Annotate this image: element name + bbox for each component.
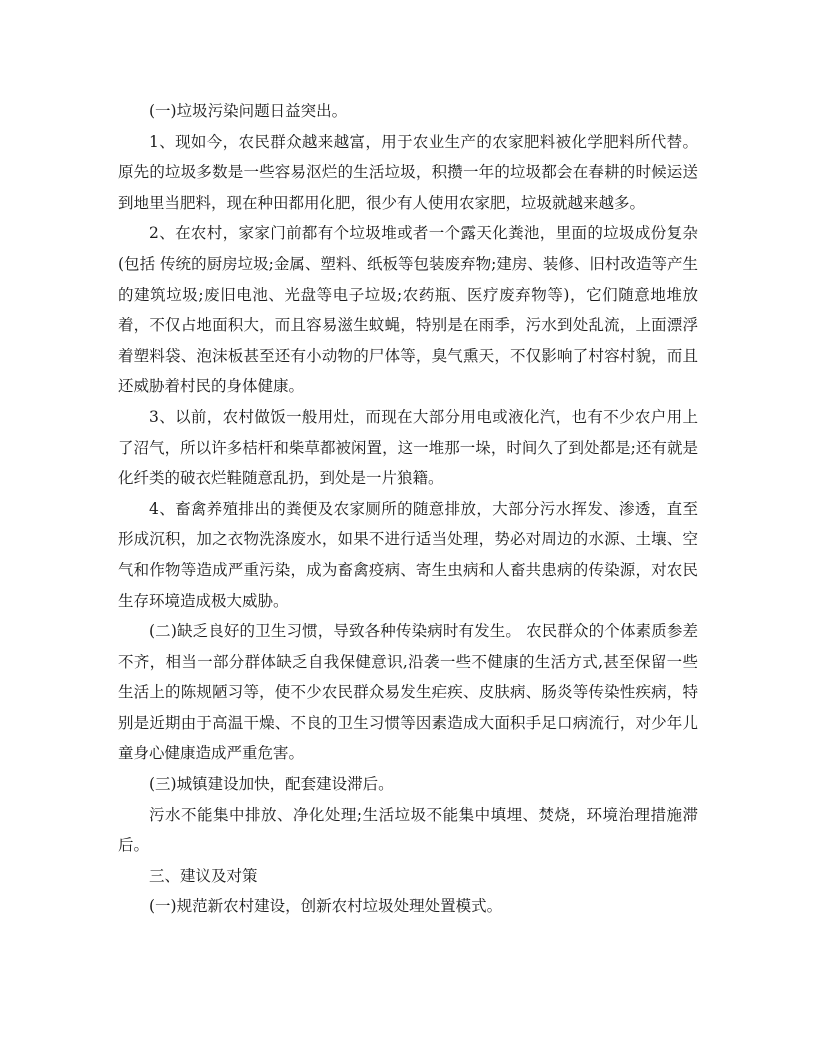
section-heading-suggestions: 三、建议及对策 <box>149 866 258 885</box>
paragraph-point-1: 1、现如今，农民群众越来越富，用于农业生产的农家肥料被化学肥料所代替。原先的垃圾多数是一些容易沤烂的生活垃圾，积攒一年的垃圾都会在春耕的时候运送到地里当肥料，现在种田都用化肥，很少有人使用农家肥，垃圾就越来越多。 <box>118 132 698 212</box>
paragraph-sewage: 污水不能集中排放、净化处理;生活垃圾不能集中填埋、焚烧，环境治理措施滞后。 <box>118 805 698 855</box>
document-body <box>118 96 698 922</box>
paragraph-point-2: 2、在农村，家家门前都有个垃圾堆或者一个露天化粪池，里面的垃圾成份复杂(包括 传统的厨房垃圾;金属、塑料、纸板等包装废弃物;建房、装修、旧村改造等产生的建筑垃圾;废旧电池、光盘等电子垃圾;农药瓶、医疗废弃物等)，它们随意地堆放着，不仅占地面积大，而且容易滋生蚊蝇，特别是在雨季，污水到处乱流，上面漂浮着塑料袋、泡沫板甚至还有小动物的尸体等，臭气熏天，不仅影响了村容村貌，而且还威胁着村民的身体健康。 <box>118 224 698 396</box>
paragraph-point-3: 3、以前，农村做饭一般用灶，而现在大部分用电或液化汽，也有不少农户用上了沼气，所以许多桔杆和柴草都被闲置，这一堆那一垛，时间久了到处都是;还有就是化纤类的破衣烂鞋随意乱扔，到处是一片狼籍。 <box>118 407 698 488</box>
paragraph-point-4: 4、畜禽养殖排出的粪便及农家厕所的随意排放，大部分污水挥发、渗透，直至形成沉积，加之衣物洗涤废水，如果不进行适当处理，势必对周边的水源、土壤、空气和作物等造成严重污染，成为畜禽疫病、寄生虫病和人畜共患病的传染源，对农民生存环境造成极大威胁。 <box>118 499 698 610</box>
section-heading-town-construction: (三)城镇建设加快，配套建设滞后。 <box>149 775 394 794</box>
paragraph-hygiene-habits: (二)缺乏良好的卫生习惯，导致各种传染病时有发生。 农民群众的个体素质参差不齐，相当一部分群体缺乏自我保健意识,沿袭一些不健康的生活方式,甚至保留一些生活上的陈规陋习等，使不少农民群众易发生疟疾、皮肤病、肠炎等传染性疾病，特别是近期由于高温干燥、不良的卫生习惯等因素造成大面积手足口病流行，对少年儿童身心健康造成严重危害。 <box>118 622 698 763</box>
section-heading-standardize-construction: (一)规范新农村建设，创新农村垃圾处理处置模式。 <box>149 897 503 916</box>
section-heading-garbage-pollution: (一)垃圾污染问题日益突出。 <box>149 102 348 120</box>
